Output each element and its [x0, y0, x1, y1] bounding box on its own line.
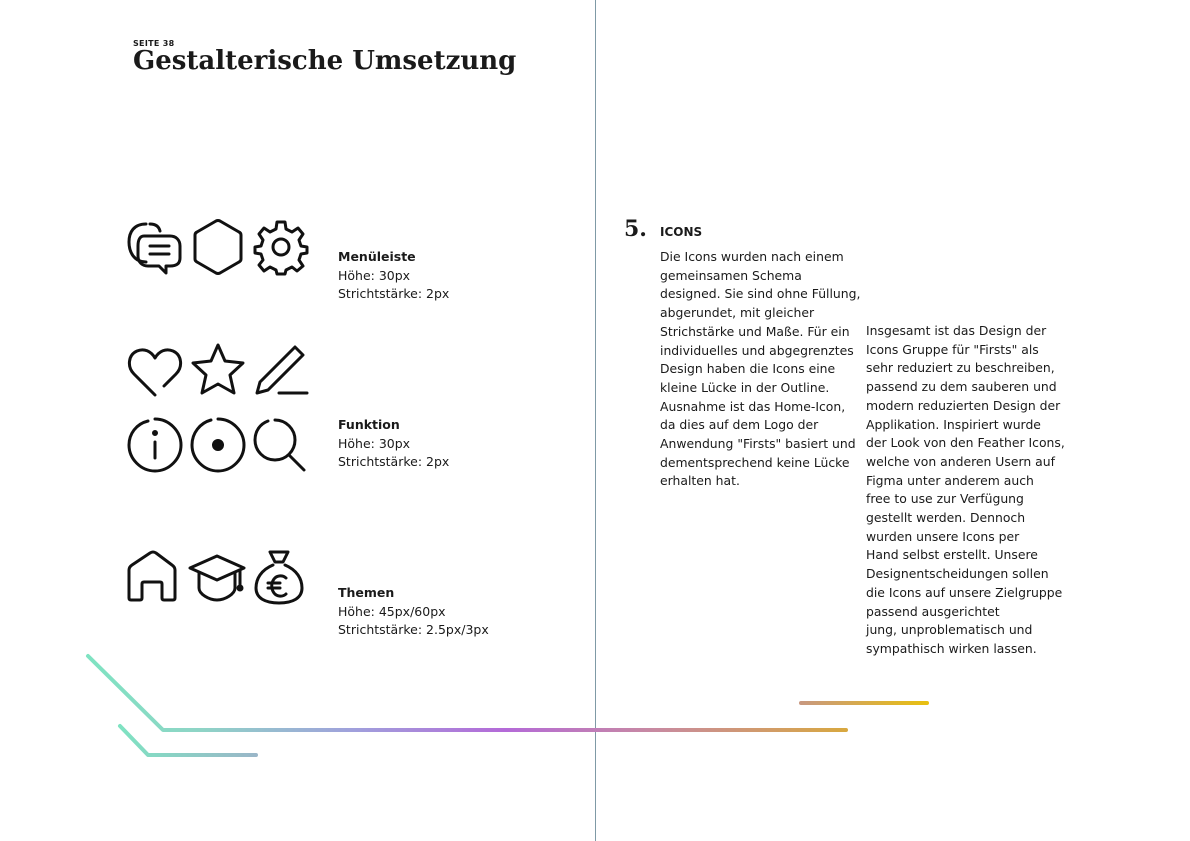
body-line: der Look von den Feather Icons, — [866, 435, 1065, 451]
body-line: modern reduzierten Design der — [866, 397, 1061, 413]
body-line: passend zu dem sauberen und — [866, 379, 1057, 395]
section-number: 5. — [624, 216, 647, 242]
body-line: passend ausgerichtet — [866, 603, 1000, 619]
body-line: die Icons auf unsere Zielgruppe — [866, 584, 1063, 600]
spec-heading: Themen — [338, 585, 395, 600]
spec-line: Strichtstärke: 2px — [338, 454, 450, 470]
page-label: SEITE 38 — [133, 39, 175, 48]
decorative-line-main — [88, 656, 846, 730]
body-line: gestellt werden. Dennoch — [866, 510, 1026, 526]
body-line: Insgesamt ist das Design der — [866, 323, 1047, 338]
body-line: sympathisch wirken lassen. — [866, 640, 1037, 656]
body-line: gemeinsamen Schema — [660, 267, 802, 283]
body-line: welche von anderen Usern auf — [866, 453, 1055, 469]
spec-line: Strichtstärke: 2.5px/3px — [338, 622, 489, 638]
body-line: individuelles und abgegrenztes — [660, 342, 854, 358]
body-line: kleine Lücke in der Outline. — [660, 379, 830, 395]
body-line: Die Icons wurden nach einem — [660, 249, 844, 264]
body-line: Anwendung "Firsts" basiert und — [660, 436, 856, 452]
body-line: jung, unproblematisch und — [866, 622, 1033, 638]
body-line: sehr reduziert zu beschreiben, — [866, 360, 1055, 376]
body-line: designed. Sie sind ohne Füllung, — [660, 286, 861, 302]
body-line: abgerundet, mit gleicher — [660, 305, 815, 321]
spec-line: Strichtstärke: 2px — [338, 286, 450, 302]
section-heading: ICONS — [660, 225, 703, 239]
spec-heading: Funktion — [338, 417, 400, 432]
body-line: erhalten hat. — [660, 473, 740, 489]
spec-line: Höhe: 45px/60px — [338, 603, 446, 619]
body-line: Icons Gruppe für "Firsts" als — [866, 341, 1039, 357]
body-line: Design haben die Icons eine — [660, 361, 836, 377]
body-line: Hand selbst erstellt. Unsere — [866, 547, 1038, 563]
body-line: free to use zur Verfügung — [866, 491, 1024, 507]
spec-line: Höhe: 30px — [338, 267, 411, 283]
body-line: wurden unsere Icons per — [866, 528, 1020, 544]
body-line: Applikation. Inspiriert wurde — [866, 416, 1041, 432]
page-title: Gestalterische Umsetzung — [133, 46, 517, 76]
body-line: da dies auf dem Logo der — [660, 417, 819, 433]
body-line: Figma unter anderem auch — [866, 472, 1034, 488]
spec-heading: Menüleiste — [338, 249, 416, 264]
body-line: Strichstärke und Maße. Für ein — [660, 323, 850, 339]
body-line: Ausnahme ist das Home-Icon, — [660, 398, 846, 414]
body-line: Designentscheidungen sollen — [866, 566, 1049, 582]
spec-line: Höhe: 30px — [338, 435, 411, 451]
body-line: dementsprechend keine Lücke — [660, 454, 850, 470]
